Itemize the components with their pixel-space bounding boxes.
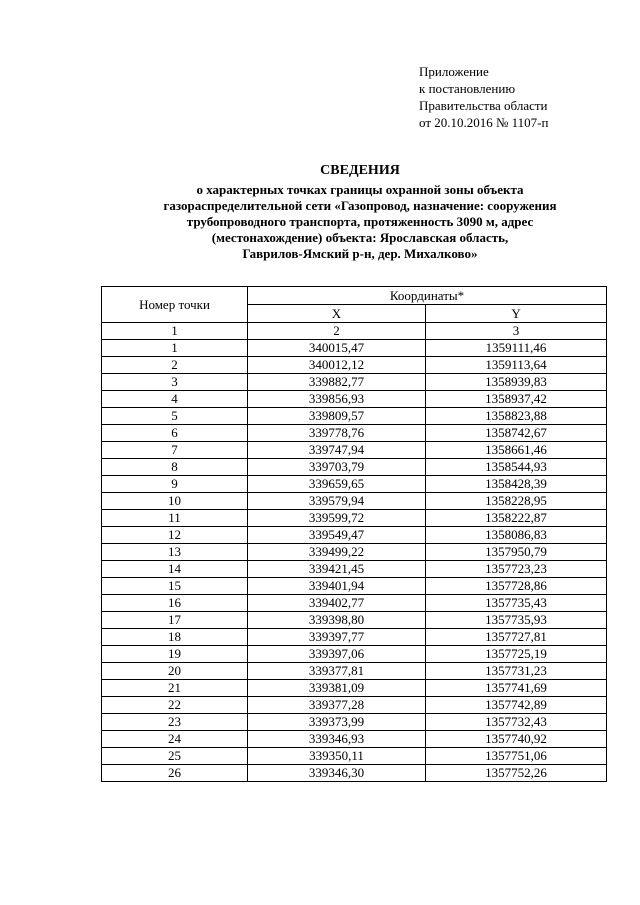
table-row [102, 714, 607, 731]
table-row [102, 391, 607, 408]
y-coordinate-cell: 1358086,83 [426, 527, 607, 544]
y-coordinate-cell: 1357751,06 [426, 748, 607, 765]
table-row [102, 612, 607, 629]
x-coordinate-cell: 339381,09 [248, 680, 426, 697]
point-number-cell: 9 [102, 476, 248, 493]
x-coordinate-cell: 339398,80 [248, 612, 426, 629]
title-line: (местонахождение) объекта: Ярославская область, [211, 230, 509, 245]
point-number-cell: 7 [102, 442, 248, 459]
point-number-cell: 1 [102, 340, 248, 357]
index-cell: 2 [248, 323, 426, 340]
title-line: газораспределительной сети «Газопровод, назначение: сооружения [163, 198, 557, 213]
point-number-cell: 4 [102, 391, 248, 408]
x-coordinate-cell: 339397,77 [248, 629, 426, 646]
table-row [102, 510, 607, 527]
point-number-cell: 2 [102, 357, 248, 374]
x-coordinate-cell: 339747,94 [248, 442, 426, 459]
y-coordinate-cell: 1357741,69 [426, 680, 607, 697]
table-row [102, 527, 607, 544]
x-coordinate-cell: 339401,94 [248, 578, 426, 595]
table-index-row [102, 323, 607, 340]
x-coordinate-cell: 339377,28 [248, 697, 426, 714]
title-main: СВЕДЕНИЯ [320, 163, 400, 178]
point-number-cell: 17 [102, 612, 248, 629]
y-coordinate-cell: 1358742,67 [426, 425, 607, 442]
x-coordinate-cell: 339397,06 [248, 646, 426, 663]
header-x: X [248, 305, 426, 323]
y-coordinate-cell: 1357735,43 [426, 595, 607, 612]
y-coordinate-cell: 1358661,46 [426, 442, 607, 459]
y-coordinate-cell: 1358544,93 [426, 459, 607, 476]
y-coordinate-cell: 1357731,23 [426, 663, 607, 680]
table-row [102, 408, 607, 425]
header-y: Y [426, 305, 607, 323]
x-coordinate-cell: 339421,45 [248, 561, 426, 578]
x-coordinate-cell: 339882,77 [248, 374, 426, 391]
x-coordinate-cell: 339350,11 [248, 748, 426, 765]
x-coordinate-cell: 339659,65 [248, 476, 426, 493]
point-number-cell: 3 [102, 374, 248, 391]
point-number-cell: 16 [102, 595, 248, 612]
document-title [90, 163, 630, 262]
y-coordinate-cell: 1358228,95 [426, 493, 607, 510]
point-number-cell: 5 [102, 408, 248, 425]
point-number-cell: 20 [102, 663, 248, 680]
point-number-cell: 26 [102, 765, 248, 782]
x-coordinate-cell: 339373,99 [248, 714, 426, 731]
table-row [102, 425, 607, 442]
x-coordinate-cell: 339703,79 [248, 459, 426, 476]
annex-line: Приложение [419, 64, 489, 79]
y-coordinate-cell: 1357723,23 [426, 561, 607, 578]
x-coordinate-cell: 340015,47 [248, 340, 426, 357]
table-row [102, 340, 607, 357]
point-number-cell: 13 [102, 544, 248, 561]
table-row [102, 748, 607, 765]
annex-line: к постановлению [419, 81, 516, 96]
index-cell: 1 [102, 323, 248, 340]
table-row [102, 731, 607, 748]
point-number-cell: 6 [102, 425, 248, 442]
y-coordinate-cell: 1357950,79 [426, 544, 607, 561]
table-row [102, 544, 607, 561]
y-coordinate-cell: 1357740,92 [426, 731, 607, 748]
title-line: о характерных точках границы охранной зоны объекта [196, 182, 524, 197]
table-row [102, 697, 607, 714]
table-row [102, 374, 607, 391]
annex-line: от 20.10.2016 № 1107-п [419, 115, 549, 130]
point-number-cell: 21 [102, 680, 248, 697]
y-coordinate-cell: 1359111,46 [426, 340, 607, 357]
coordinates-table [101, 286, 607, 782]
x-coordinate-cell: 339499,22 [248, 544, 426, 561]
x-coordinate-cell: 339346,30 [248, 765, 426, 782]
point-number-cell: 11 [102, 510, 248, 527]
x-coordinate-cell: 339402,77 [248, 595, 426, 612]
point-number-cell: 14 [102, 561, 248, 578]
y-coordinate-cell: 1357725,19 [426, 646, 607, 663]
y-coordinate-cell: 1357727,81 [426, 629, 607, 646]
index-cell: 3 [426, 323, 607, 340]
point-number-cell: 10 [102, 493, 248, 510]
y-coordinate-cell: 1357752,26 [426, 765, 607, 782]
table-row [102, 459, 607, 476]
point-number-cell: 8 [102, 459, 248, 476]
annex-line: Правительства области [419, 98, 548, 113]
y-coordinate-cell: 1357728,86 [426, 578, 607, 595]
point-number-cell: 24 [102, 731, 248, 748]
point-number-cell: 12 [102, 527, 248, 544]
annex-block [419, 63, 548, 131]
x-coordinate-cell: 339856,93 [248, 391, 426, 408]
x-coordinate-cell: 339599,72 [248, 510, 426, 527]
y-coordinate-cell: 1358939,83 [426, 374, 607, 391]
x-coordinate-cell: 339579,94 [248, 493, 426, 510]
title-line: трубопроводного транспорта, протяженность 3090 м, адрес [186, 214, 534, 229]
table-row [102, 629, 607, 646]
table-row [102, 561, 607, 578]
point-number-cell: 18 [102, 629, 248, 646]
y-coordinate-cell: 1358222,87 [426, 510, 607, 527]
y-coordinate-cell: 1357735,93 [426, 612, 607, 629]
table-row [102, 765, 607, 782]
table-header-row [102, 287, 607, 305]
point-number-cell: 23 [102, 714, 248, 731]
point-number-cell: 22 [102, 697, 248, 714]
table-row [102, 595, 607, 612]
y-coordinate-cell: 1357742,89 [426, 697, 607, 714]
table-row [102, 357, 607, 374]
table-row [102, 680, 607, 697]
table-row [102, 442, 607, 459]
table-row [102, 663, 607, 680]
table-row [102, 578, 607, 595]
title-line: Гаврилов-Ямский р-н, дер. Михалково» [242, 246, 478, 261]
table-body [102, 340, 607, 782]
x-coordinate-cell: 339778,76 [248, 425, 426, 442]
header-point-number: Номер точки [102, 287, 248, 323]
table-row [102, 646, 607, 663]
point-number-cell: 25 [102, 748, 248, 765]
point-number-cell: 19 [102, 646, 248, 663]
x-coordinate-cell: 339377,81 [248, 663, 426, 680]
x-coordinate-cell: 339809,57 [248, 408, 426, 425]
table-row [102, 493, 607, 510]
point-number-cell: 15 [102, 578, 248, 595]
x-coordinate-cell: 339346,93 [248, 731, 426, 748]
header-coordinates: Координаты* [248, 287, 607, 305]
y-coordinate-cell: 1358823,88 [426, 408, 607, 425]
y-coordinate-cell: 1358428,39 [426, 476, 607, 493]
y-coordinate-cell: 1359113,64 [426, 357, 607, 374]
x-coordinate-cell: 339549,47 [248, 527, 426, 544]
x-coordinate-cell: 340012,12 [248, 357, 426, 374]
y-coordinate-cell: 1357732,43 [426, 714, 607, 731]
y-coordinate-cell: 1358937,42 [426, 391, 607, 408]
table-row [102, 476, 607, 493]
